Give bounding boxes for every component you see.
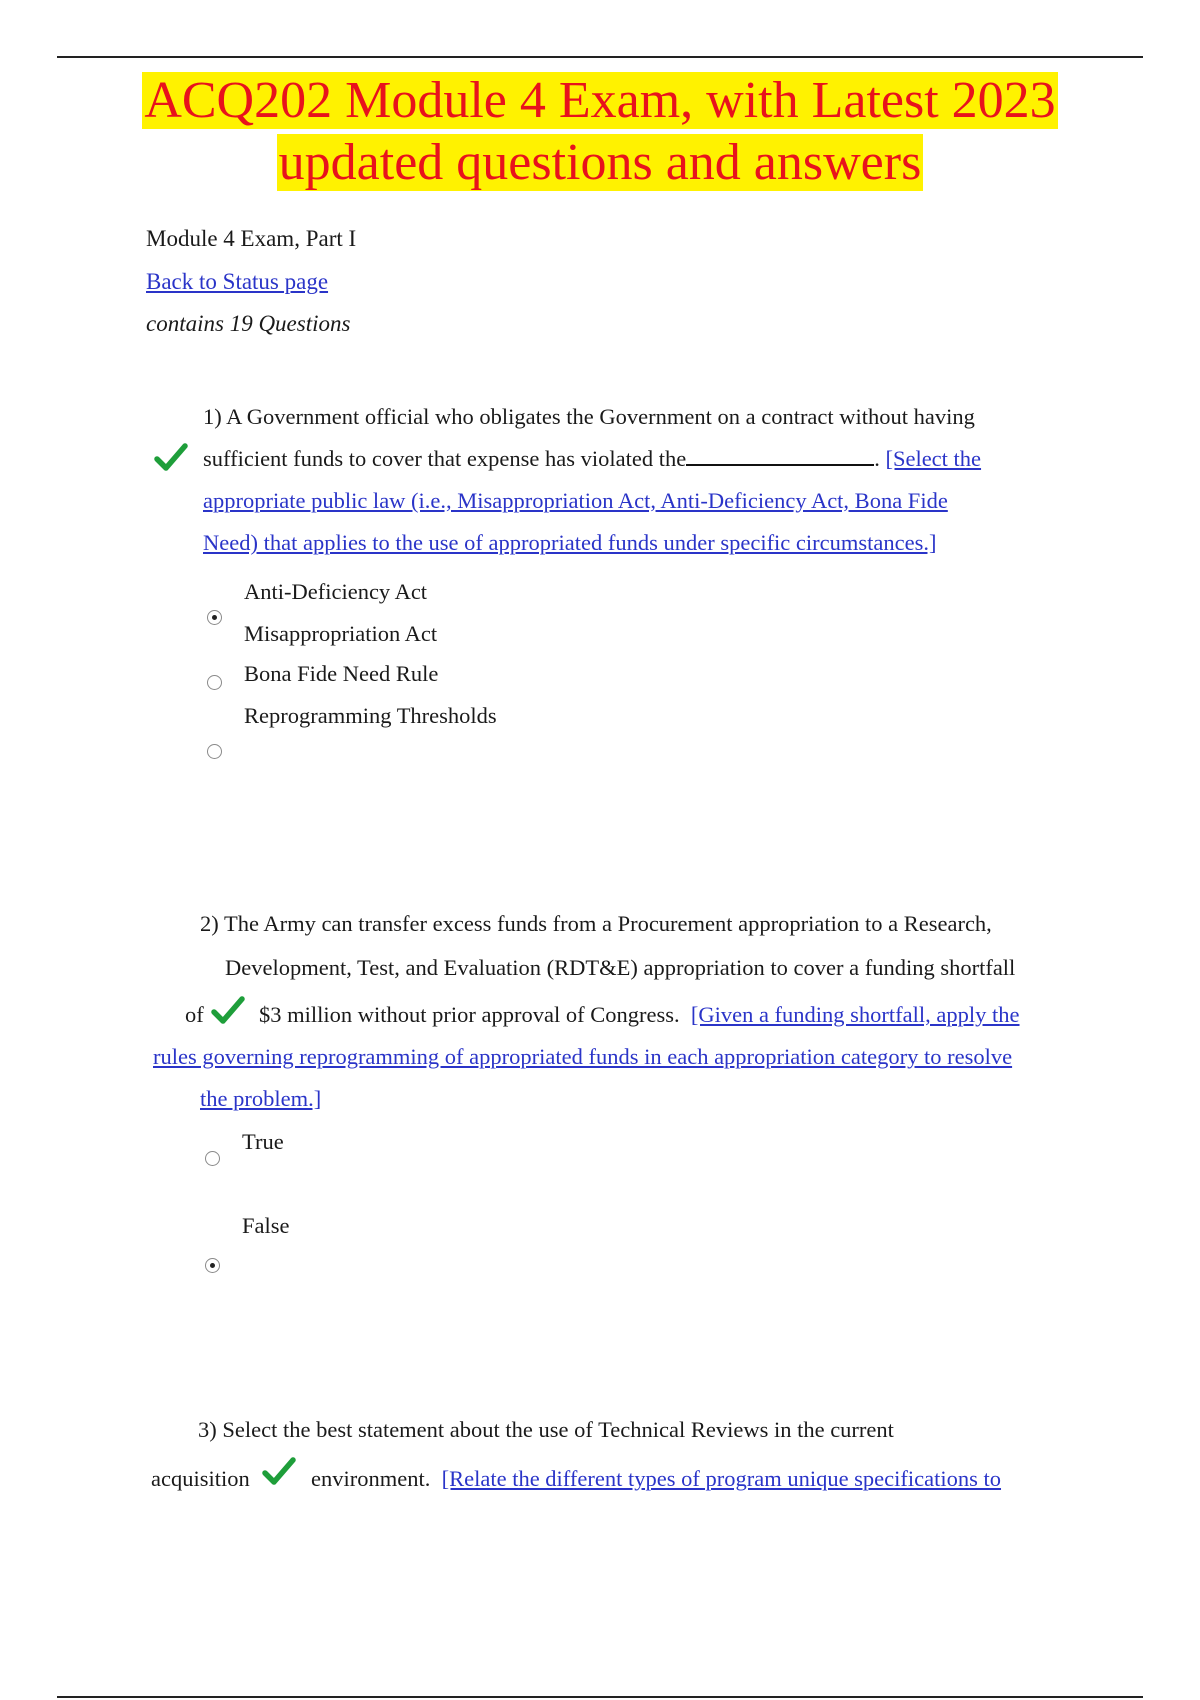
learning-objective-link[interactable]: [Relate the different types of program unique specifications to	[441, 1466, 1002, 1491]
question-3-text-line2	[311, 1458, 1001, 1500]
question-count: contains 19 Questions	[146, 311, 351, 336]
question-2-text-line1: 2) The Army can transfer excess funds from a Procurement appropriation to a Research,	[200, 911, 992, 936]
answer-blank	[686, 444, 874, 466]
radio-false[interactable]	[205, 1258, 220, 1273]
question-3-prefix: acquisition	[151, 1466, 250, 1491]
exam-part-label: Module 4 Exam, Part I	[146, 226, 357, 251]
correct-check-icon	[211, 996, 245, 1026]
learning-objective-link-line3[interactable]: the problem.]	[200, 1086, 322, 1111]
radio-reprogramming-thresholds[interactable]	[207, 744, 222, 759]
back-to-status-link[interactable]: Back to Status page	[146, 269, 329, 294]
radio-true[interactable]	[205, 1151, 220, 1166]
question-1-stem: sufficient funds to cover that expense has violated the	[203, 446, 687, 471]
question-1-text-line2	[203, 438, 981, 480]
option-false: False	[242, 1213, 290, 1238]
learning-objective-link-line3[interactable]: Need) that applies to the use of appropriated funds under specific circumstances.]	[203, 530, 937, 555]
correct-check-icon	[154, 443, 188, 473]
option-bona-fide-need-rule: Bona Fide Need Rule	[244, 661, 439, 686]
option-true: True	[242, 1129, 284, 1154]
question-2-text-line2: Development, Test, and Evaluation (RDT&E) appropriation to cover a funding shortfall	[225, 955, 1016, 980]
question-2-prefix: of	[185, 1002, 204, 1027]
option-anti-deficiency-act: Anti-Deficiency Act	[244, 579, 428, 604]
radio-bona-fide-need-rule[interactable]	[207, 675, 222, 690]
correct-check-icon	[262, 1457, 296, 1487]
option-misappropriation-act: Misappropriation Act	[244, 621, 438, 646]
question-3-text-line1: 3) Select the best statement about the use of Technical Reviews in the current	[198, 1417, 894, 1442]
question-2-text-line3	[259, 994, 1020, 1036]
question-1-text-line1: 1) A Government official who obligates the Government on a contract without having	[203, 404, 975, 429]
bottom-rule	[57, 1696, 1143, 1698]
title-line-1: ACQ202 Module 4 Exam, with Latest 2023	[144, 72, 1056, 129]
learning-objective-link[interactable]: [Select the	[885, 446, 982, 471]
learning-objective-link[interactable]: [Given a funding shortfall, apply the	[690, 1002, 1020, 1027]
top-rule	[57, 56, 1143, 58]
learning-objective-link-line2[interactable]: rules governing reprogramming of appropriated funds in each appropriation category to resolve	[153, 1044, 1013, 1069]
question-1-suffix: .	[874, 446, 880, 471]
page-title	[100, 70, 1100, 194]
option-reprogramming-thresholds: Reprogramming Thresholds	[244, 703, 497, 728]
title-line-2: updated questions and answers	[278, 134, 922, 191]
question-2-stem: $3 million without prior approval of Congress.	[259, 1002, 680, 1027]
question-3-stem: environment.	[311, 1466, 431, 1491]
learning-objective-link-line2[interactable]: appropriate public law (i.e., Misappropriation Act, Anti-Deficiency Act, Bona Fide	[203, 488, 948, 513]
radio-anti-deficiency-act[interactable]	[207, 610, 222, 625]
